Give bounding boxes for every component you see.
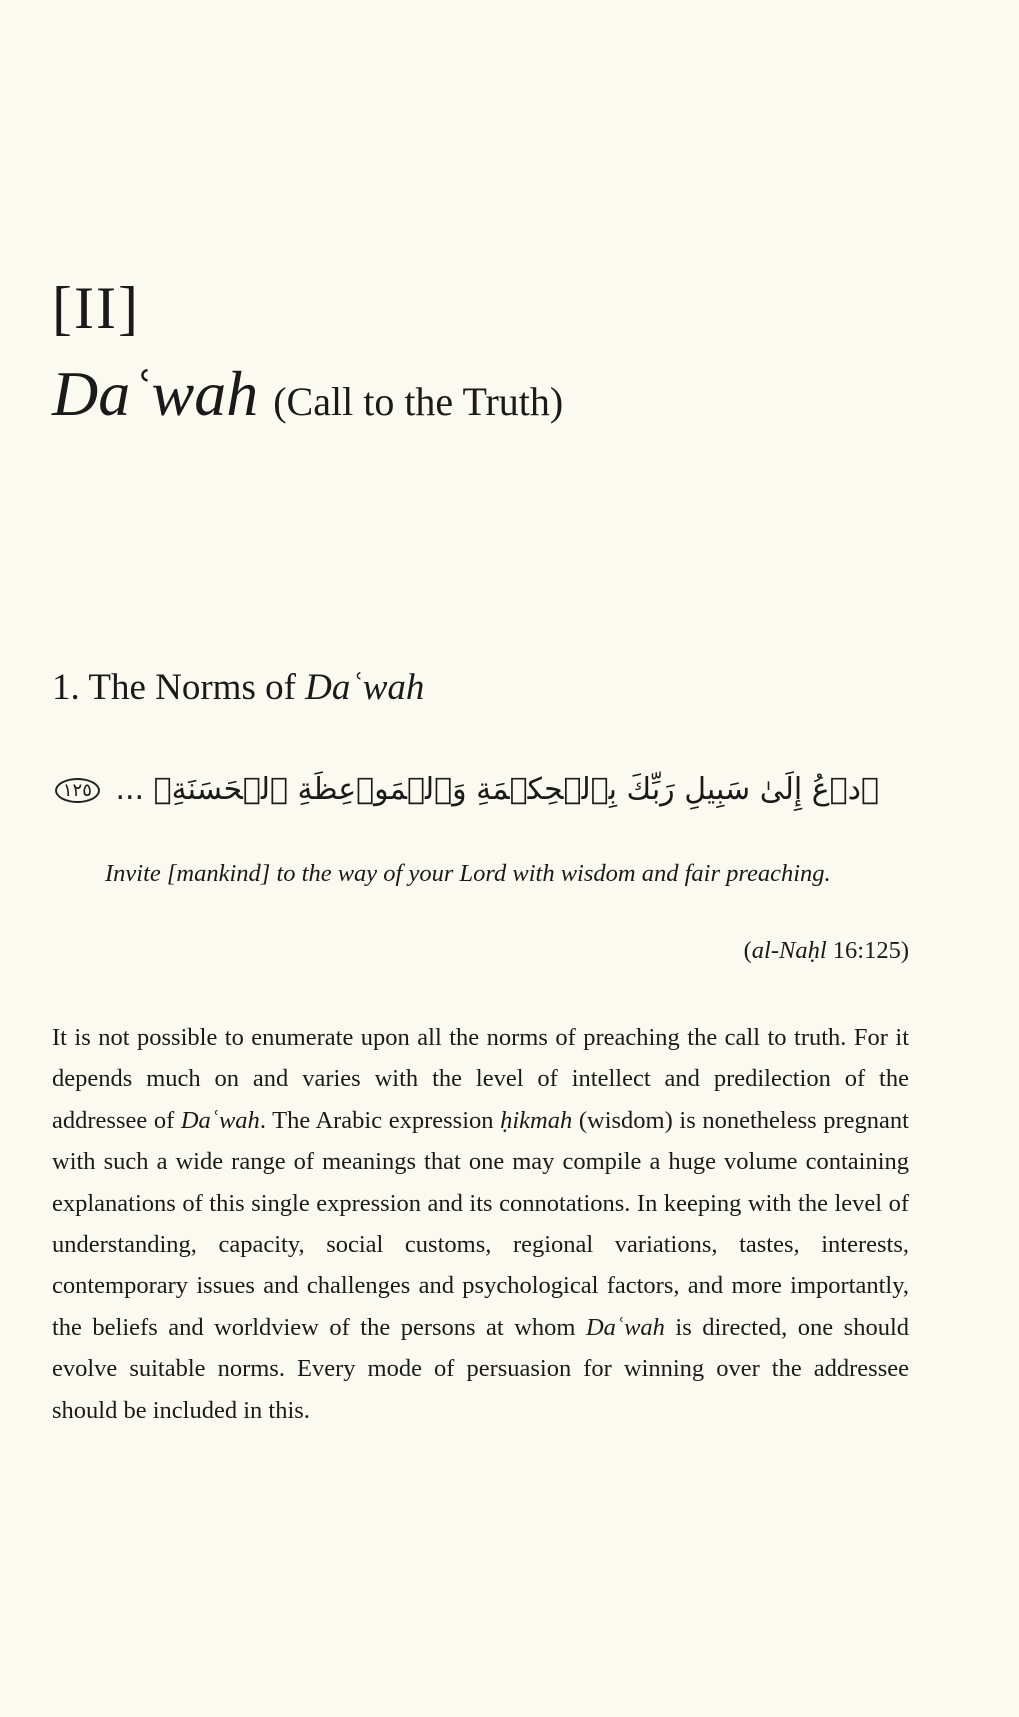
body-paragraph xyxy=(52,1017,909,1431)
chapter-title-term: Daʿwah xyxy=(52,358,259,429)
body-text: . The Arabic expression xyxy=(259,1106,501,1134)
verse-citation: (al-Naḥl 16:125) xyxy=(743,937,909,964)
body-term: ḥikmah xyxy=(500,1106,573,1134)
citation-ref: 16:125 xyxy=(832,937,901,964)
body-term: Daʿwah xyxy=(585,1313,665,1341)
citation-surah: al-Naḥl xyxy=(751,937,827,964)
section-title: The Norms of xyxy=(88,667,296,708)
arabic-text: ٱدۡعُ إِلَىٰ سَبِيلِ رَبِّكَ بِٱلۡحِكۡمَةِ وَٱلۡمَوۡعِظَةِ ٱلۡحَسَنَةِۖ ... xyxy=(115,772,879,807)
chapter-title xyxy=(52,358,564,429)
quran-verse-arabic xyxy=(55,772,879,807)
section-number: 1. xyxy=(52,667,80,708)
section-heading xyxy=(52,666,424,709)
verse-translation: Invite [mankind] to the way of your Lord with wisdom and fair preaching. xyxy=(105,860,831,887)
body-text: It is not possible to enumerate upon all the norms of preaching the call to truth. For it depends much on and varies with the level of intellect and predilection of the addressee of xyxy=(52,1024,909,1134)
ayah-number-marker: ١٢٥ xyxy=(55,778,100,803)
body-text: (wisdom) is nonetheless pregnant with such a wide range of meanings that one may compile a huge volume containing explanations of this single expression and its connotations. In keeping with the level of understanding, capacity, social customs, regional variations, tastes, interests, contemporary issues and challenges and psychological factors, and more importantly, the beliefs and worldview of the persons at whom xyxy=(52,1106,909,1341)
body-term: Daʿwah xyxy=(180,1106,260,1134)
chapter-title-subtitle: (Call to the Truth) xyxy=(273,379,564,424)
section-title-term: Daʿwah xyxy=(305,667,425,708)
chapter-number: [II] xyxy=(52,275,140,341)
body-text: is directed, one should evolve suitable norms. Every mode of persuasion for winning over the addressee should be included in this. xyxy=(52,1313,909,1424)
